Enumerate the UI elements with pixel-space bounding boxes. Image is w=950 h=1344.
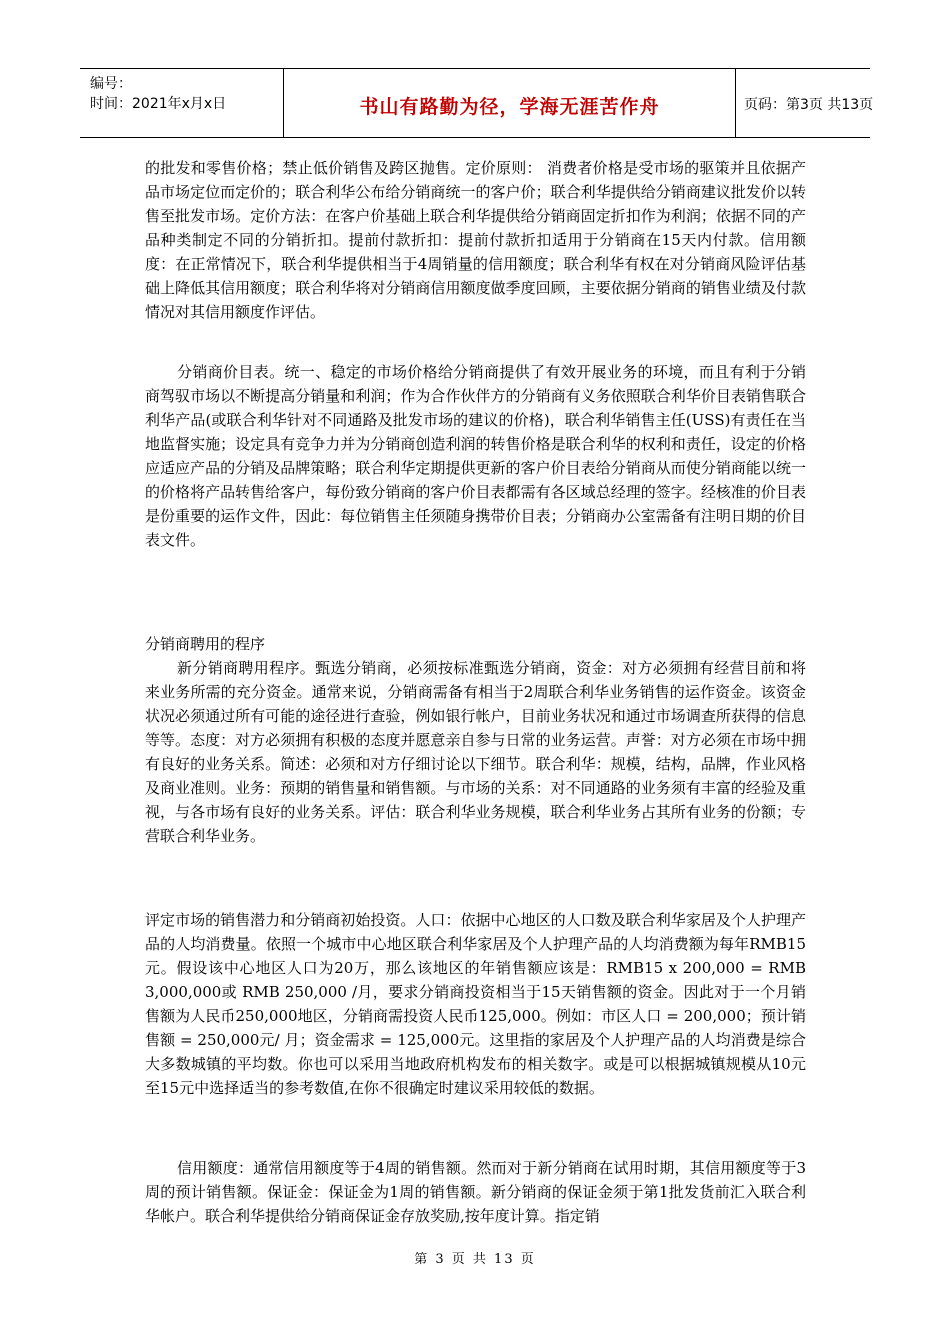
section-title: 分销商聘用的程序 <box>145 635 266 653</box>
paragraph-market-potential <box>145 908 806 1100</box>
paragraph-pricing-text: 的批发和零售价格；禁止低价销售及跨区抛售。定价原则： 消费者价格是受市场的驱策并且依据产品市场定位而定价的；联合利华公布给分销商统一的客户价；联合利华提供给分销商建议批发价以转售至批发市场。定价方法：在客户价基础上联合利华提供给分销商固定折扣作为利润；依据不同的产品种类制定不同的分销折扣。提前付款折扣：提前付款折扣适用于分销商在15天内付款。信用额度：在正常情况下，联合利华提供相当于4周销量的信用额度；联合利华有权在对分销商风险评估基础上降低其信用额度；联合利华将对分销商信用额度做季度回顾，主要依据分销商的销售业绩及付款情况对其信用额度作评估。 <box>145 159 806 321</box>
section-distributor-hiring <box>145 632 806 848</box>
paragraph-price-list-text: 分销商价目表。统一、稳定的市场价格给分销商提供了有效开展业务的环境，而且有利于分销商驾驭市场以不断提高分销量和利润；作为合作伙伴方的分销商有义务依照联合利华价目表销售联合利华产品(或联合利华针对不同通路及批发市场的建议的价格)，联合利华销售主任(USS)有责任在当地监督实施；设定具有竞争力并为分销商创造利润的转售价格是联合利华的权利和责任，设定的价格应适应产品的分销及品牌策略；联合利华定期提供更新的客户价目表给分销商从而使分销商能以统一的价格将产品转售给客户，每份致分销商的客户价目表都需有各区域总经理的签字。经核准的价目表是份重要的运作文件，因此：每位销售主任须随身携带价目表；分销商办公室需备有注明日期的价目表文件。 <box>145 363 806 549</box>
page-header <box>80 68 874 138</box>
header-page-cell <box>736 69 874 137</box>
header-info-cell <box>80 69 284 137</box>
paragraph-credit-text: 信用额度：通常信用额度等于4周的销售额。然而对于新分销商在试用时期，其信用额度等于3周的预计销售额。保证金：保证金为1周的销售额。新分销商的保证金须于第1批发货前汇入联合利华帐户。联合利华提供给分销商保证金存放奖励,按年度计算。指定销 <box>145 1159 806 1225</box>
header-motto-cell <box>284 69 736 137</box>
paragraph-pricing <box>145 156 806 324</box>
header-number-label: 编号： <box>90 76 132 92</box>
paragraph-price-list <box>145 360 806 552</box>
paragraph-hiring-text: 新分销商聘用程序。甄选分销商，必须按标准甄选分销商，资金：对方必须拥有经营目前和将来业务所需的充分资金。通常来说，分销商需备有相当于2周联合利华业务销售的运作资金。该资金状况必须通过所有可能的途径进行查验，例如银行帐户，目前业务状况和通过市场调查所获得的信息等等。态度：对方必须拥有积极的态度并愿意亲自参与日常的业务运营。声誉：对方必须在市场中拥有良好的业务关系。简述：必须和对方仔细讨论以下细节。联合利华：规模，结构，品牌，作业风格及商业准则。业务：预期的销售量和销售额。与市场的关系：对不同通路的业务须有丰富的经验及重视，与各市场有良好的业务关系。评估：联合利华业务规模，联合利华业务占其所有业务的份额；专营联合利华业务。 <box>145 659 806 845</box>
header-page-label: 页码：第3页 共13页 <box>744 97 874 113</box>
page-footer: 第 3 页 共 13 页 <box>414 1252 536 1267</box>
paragraph-market-potential-text: 评定市场的销售潜力和分销商初始投资。人口：依据中心地区的人口数及联合利华家居及个人护理产品的人均消费量。依照一个城市中心地区联合利华家居及个人护理产品的人均消费额为每年RMB15元。假设该中心地区人口为20万，那么该地区的年销售额应该是：RMB15 x 200,000 = RMB 3,000,000或 RMB 250,000 /月，要求分销商投资相当于15天销售额的资金。因此对于一个月销售额为人民币250,000地区，分销商需投资人民币125,000。例如：市区人口 = 200,000；预计销售额 = 250,000元/ 月；资金需求 = 125,000元。这里指的家居及个人护理产品的人均消费是综合大多数城镇的平均数。你也可以采用当地政府机构发布的相关数字。或是可以根据城镇规模从10元至15元中选择适当的参考数值,在你不很确定时建议采用较低的数据。 <box>145 911 806 1097</box>
header-date-label: 时间：2021年x月x日 <box>90 96 227 112</box>
header-motto: 书山有路勤为径，学海无涯苦作舟 <box>359 96 660 118</box>
paragraph-credit <box>145 1156 806 1228</box>
